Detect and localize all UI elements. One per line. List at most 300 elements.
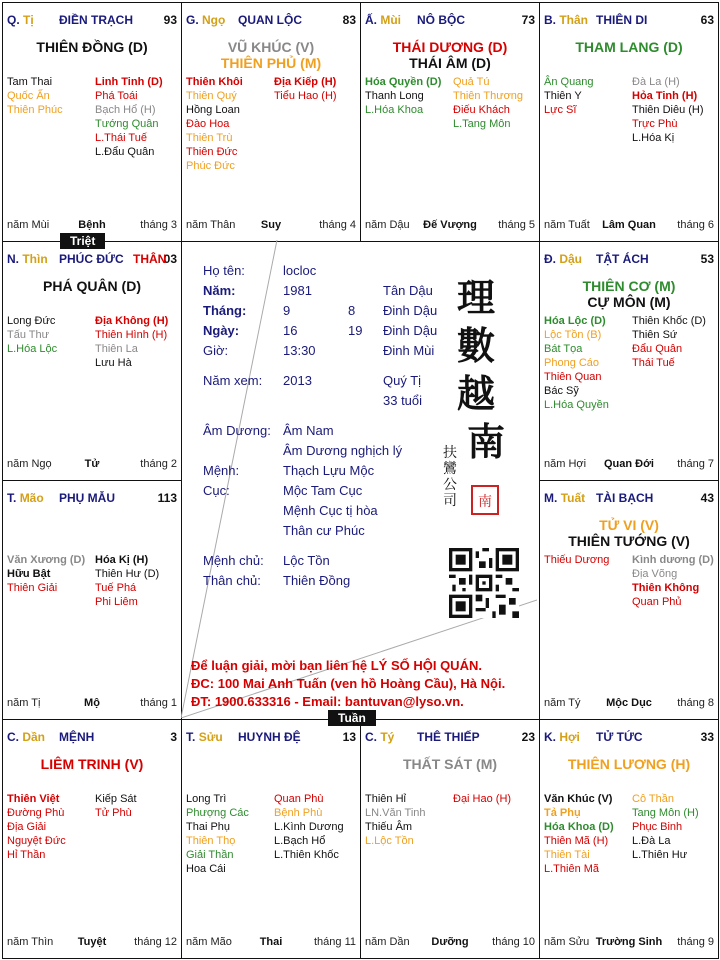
minor-star: Thiên Tài	[544, 849, 590, 861]
center-panel	[181, 240, 537, 718]
main-stars	[3, 756, 181, 772]
minor-star: Thiên Hình (H)	[95, 329, 168, 341]
palace-cell-tuat[interactable]	[539, 480, 719, 720]
main-star: THIÊN PHỦ (M)	[220, 55, 322, 71]
minor-star: Tang Môn (H)	[632, 807, 699, 819]
minor-star: Tướng Quân	[95, 118, 159, 130]
triet-tag: Triệt	[60, 233, 105, 249]
amduong-label: Âm Dương:	[203, 423, 271, 438]
palace-position: M.	[544, 491, 558, 505]
palace-cell-ngo[interactable]	[181, 2, 361, 242]
palace-month: tháng 3	[140, 219, 177, 231]
minor-star: Kình dương (D)	[632, 554, 714, 566]
palace-stage: Đế Vượng	[423, 219, 477, 231]
palace-branch: Dậu	[559, 252, 583, 266]
palace-position: K.	[544, 730, 556, 744]
palace-year: năm Sửu	[544, 936, 590, 948]
palace-position: T.	[7, 491, 17, 505]
palace-number: 113	[157, 491, 177, 505]
name-value: locloc	[283, 263, 317, 278]
main-stars	[540, 756, 718, 772]
minor-star: Đường Phù	[7, 807, 65, 819]
minor-star: L.Lộc Tồn	[365, 835, 414, 847]
star-column-right	[95, 553, 159, 609]
palace-month: tháng 8	[677, 697, 714, 709]
minor-star: Thiếu Âm	[365, 821, 413, 833]
hour-label: Giờ:	[203, 343, 229, 358]
palace-number: 83	[342, 13, 356, 27]
small-calli-char: 司	[443, 493, 457, 509]
minor-star: Tấu Thư	[7, 329, 50, 341]
hour-value: 13:30	[283, 343, 316, 358]
palace-stage: Lâm Quan	[602, 219, 656, 231]
minor-star: Thiên Sứ	[632, 329, 678, 341]
minor-star: Thiên Diêu (H)	[632, 104, 704, 116]
menh-label: Mệnh:	[203, 463, 240, 478]
palace-year: năm Tý	[544, 697, 581, 709]
palace-footer	[544, 219, 714, 233]
main-stars	[540, 278, 718, 310]
minor-star: L.Thiên Mã	[544, 863, 600, 875]
main-star: THIÊN TƯỚNG (V)	[568, 533, 690, 549]
palace-year: năm Mùi	[7, 219, 50, 231]
star-column-right	[453, 792, 511, 806]
palace-cell-dau[interactable]	[539, 241, 719, 481]
minor-star: Thiên Thương	[453, 90, 524, 102]
palace-footer	[544, 936, 714, 950]
star-column-right	[95, 314, 168, 370]
year-value: 1981	[283, 283, 312, 298]
palace-stage: Tuyệt	[77, 936, 107, 948]
palace-stage: Bệnh	[78, 219, 106, 231]
thanchu-value: Thiên Đồng	[283, 573, 351, 588]
minor-star: Bạch Hổ (H)	[95, 104, 156, 116]
minor-star: Long Đức	[7, 315, 56, 327]
calligraphy-char: 數	[456, 323, 495, 368]
minor-star: Hóa Kị (H)	[95, 554, 149, 566]
minor-star: Địa Kiếp (H)	[274, 76, 337, 88]
minor-star: Bệnh Phù	[274, 807, 323, 819]
palace-name: TẬT ÁCH	[596, 252, 649, 266]
minor-star: Hóa Quyền (D)	[365, 76, 442, 88]
minor-star: L.Hóa Lộc	[7, 343, 58, 355]
star-column-left	[544, 553, 609, 567]
palace-cell-mao[interactable]	[2, 480, 182, 720]
minor-star: Giải Thần	[186, 849, 234, 861]
minor-star: Nguyệt Đức	[7, 835, 66, 847]
palace-cell-dan[interactable]	[2, 719, 182, 959]
palace-header	[7, 13, 177, 29]
amduong-desc: Âm Dương nghịch lý	[283, 443, 403, 458]
palace-year: năm Dần	[365, 936, 410, 948]
small-calli-char: 扶	[443, 445, 457, 461]
minor-star: Đẩu Quân	[632, 343, 683, 355]
palace-branch: Tị	[23, 13, 34, 27]
minor-star: Thiên Giải	[7, 582, 58, 594]
star-column-left	[7, 314, 57, 356]
minor-star: Thiên La	[95, 343, 138, 355]
minor-star: Thiên Mã (H)	[544, 835, 609, 847]
star-column-left	[365, 792, 426, 848]
palace-header	[7, 491, 177, 507]
palace-cell-thin[interactable]	[2, 241, 182, 481]
age: 33 tuổi	[383, 393, 423, 408]
view-year-value: 2013	[283, 373, 312, 388]
palace-month: tháng 12	[134, 936, 177, 948]
contact-phone-email[interactable]: ĐT: 1900.633316 - Email: bantuvan@lyso.vn.	[191, 694, 464, 709]
star-column-left	[186, 75, 243, 173]
palace-cell-hoi[interactable]	[539, 719, 719, 959]
main-star: THIÊN ĐỒNG (D)	[36, 39, 148, 55]
palace-position: Q.	[7, 13, 20, 27]
palace-number: 73	[521, 13, 535, 27]
star-column-right	[632, 553, 714, 609]
palace-position: Ấ.	[365, 13, 377, 27]
small-calli-char: 公	[443, 477, 457, 493]
year-label: Năm:	[203, 283, 236, 298]
minor-star: Phục Binh	[632, 821, 683, 833]
palace-position: C.	[365, 730, 377, 744]
palace-branch: Mão	[19, 491, 44, 505]
year-can: Tân Dậu	[383, 283, 433, 298]
palace-month: tháng 1	[140, 697, 177, 709]
star-column-right	[274, 75, 337, 103]
palace-stage: Tử	[84, 458, 100, 470]
minor-star: Thiên Hư (D)	[95, 568, 160, 580]
palace-name: HUYNH ĐỆ	[238, 730, 301, 744]
palace-cell-than[interactable]	[539, 2, 719, 242]
minor-star: L.Thái Tuế	[95, 132, 147, 144]
main-star: THAM LANG (D)	[575, 39, 683, 55]
view-year-can: Quý Tị	[383, 373, 422, 388]
palace-month: tháng 2	[140, 458, 177, 470]
palace-than-marker: THÂN	[133, 252, 167, 266]
palace-branch: Thân	[559, 13, 589, 27]
minor-star: Hóa Lộc (D)	[544, 315, 606, 327]
red-seal-icon: 南	[471, 485, 499, 515]
calligraphy-char: 越	[456, 371, 495, 416]
main-stars	[361, 756, 539, 772]
palace-cell-mui[interactable]	[360, 2, 540, 242]
minor-star: Đại Hao (H)	[453, 793, 512, 805]
main-stars	[540, 517, 718, 549]
minor-star: L.Đà La	[632, 835, 671, 847]
minor-star: Thái Tuế	[632, 357, 675, 369]
minor-star: Đà La (H)	[632, 76, 680, 88]
palace-name: NÔ BỘC	[417, 13, 465, 27]
main-star: CỰ MÔN (M)	[587, 294, 671, 310]
small-calli-char: 鸞	[443, 461, 457, 477]
palace-header	[544, 730, 714, 746]
minor-star: Hoa Cái	[186, 863, 226, 875]
star-column-left	[186, 792, 249, 876]
minor-star: Hỏa Tinh (H)	[632, 90, 698, 102]
palace-branch: Ngọ	[202, 13, 226, 27]
palace-cell-ty2[interactable]	[360, 719, 540, 959]
minor-star: L.Bạch Hổ	[274, 835, 326, 847]
minor-star: Tam Thai	[7, 76, 53, 88]
palace-month: tháng 9	[677, 936, 714, 948]
palace-year: năm Ngọ	[7, 458, 52, 470]
palace-footer	[365, 219, 535, 233]
palace-month: tháng 5	[498, 219, 535, 231]
minor-star: L.Hóa Quyền	[544, 399, 609, 411]
minor-star: Lộc Tồn (B)	[544, 329, 602, 341]
palace-stage: Mộc Dục	[606, 697, 652, 709]
minor-star: Cô Thần	[632, 793, 674, 805]
main-stars	[540, 39, 718, 55]
minor-star: Thiên Quý	[186, 90, 237, 102]
main-star: LIÊM TRINH (V)	[40, 756, 144, 772]
minor-star: Ân Quang	[544, 76, 594, 88]
minor-star: Thiên Khôi	[186, 76, 243, 88]
palace-stage: Dưỡng	[431, 936, 469, 948]
day-value: 16	[283, 323, 298, 338]
month-lunar: 8	[348, 303, 356, 318]
palace-position: Đ.	[544, 252, 556, 266]
palace-number: 33	[700, 730, 714, 744]
minor-star: Quốc Ấn	[7, 90, 50, 102]
thanchu-label: Thân chủ:	[203, 573, 261, 588]
menhchu-label: Mệnh chủ:	[203, 553, 264, 568]
minor-star: Thai Phụ	[186, 821, 231, 833]
minor-star: Kiếp Sát	[95, 793, 137, 805]
palace-number: 53	[700, 252, 714, 266]
minor-star: Thanh Long	[365, 90, 424, 102]
main-stars	[182, 39, 360, 71]
month-can: Đinh Dậu	[383, 303, 438, 318]
main-star: THIÊN LƯƠNG (H)	[567, 756, 691, 772]
minor-star: Tử Phù	[95, 807, 132, 819]
palace-branch: Sửu	[198, 730, 223, 744]
minor-star: L.Tang Môn	[453, 118, 511, 130]
palace-number: 23	[521, 730, 535, 744]
minor-star: Lưu Hà	[95, 357, 132, 369]
palace-name: THIÊN DI	[596, 13, 648, 27]
palace-stage: Trường Sinh	[595, 936, 663, 948]
minor-star: Thiên Đức	[186, 146, 238, 158]
palace-number: 3	[170, 730, 177, 744]
minor-star: L.Thiên Khốc	[274, 849, 339, 861]
amduong-value: Âm Nam	[283, 423, 334, 438]
than-cu: Thân cư Phúc	[283, 523, 365, 538]
menhchu-value: Lộc Tồn	[283, 553, 330, 568]
palace-year: năm Thân	[186, 219, 236, 231]
palace-name: TÀI BẠCH	[596, 491, 654, 505]
main-stars	[3, 278, 181, 294]
star-column-right	[632, 314, 706, 370]
minor-star: Bát Tọa	[544, 343, 583, 355]
tuan-tag: Tuần	[328, 710, 376, 726]
main-star: THIÊN CƠ (M)	[582, 278, 676, 294]
palace-stage: Suy	[260, 219, 282, 231]
minor-star: Trực Phù	[632, 118, 678, 130]
minor-star: Thiên Y	[544, 90, 582, 102]
palace-stage: Mộ	[84, 697, 100, 709]
palace-year: năm Mão	[186, 936, 232, 948]
minor-star: Thiên Quan	[544, 371, 602, 383]
month-value: 9	[283, 303, 291, 318]
palace-month: tháng 10	[492, 936, 535, 948]
palace-year: năm Thìn	[7, 936, 54, 948]
qr-code-icon[interactable]	[449, 548, 519, 618]
star-column-left	[7, 792, 66, 862]
palace-header	[365, 13, 535, 29]
main-star: THẤT SÁT (M)	[402, 756, 498, 772]
palace-year: năm Tị	[7, 697, 41, 709]
cuc-value: Mộc Tam Cục	[283, 483, 363, 498]
minor-star: Thiên Việt	[7, 793, 60, 805]
palace-cell-ty[interactable]	[2, 2, 182, 242]
minor-star: Điếu Khách	[453, 104, 510, 116]
palace-branch: Mùi	[380, 13, 402, 27]
star-column-right	[632, 792, 699, 862]
minor-star: LN.Văn Tinh	[365, 807, 426, 819]
contact-address: ĐC: 100 Mai Anh Tuấn (ven hồ Hoàng Cầu), Hà Nội.	[191, 676, 506, 691]
minor-star: Thiên Khốc (D)	[632, 315, 706, 327]
minor-star: Địa Không (H)	[95, 315, 169, 327]
star-column-left	[7, 75, 63, 117]
palace-name: PHÚC ĐỨC	[59, 252, 124, 266]
main-star: THÁI ÂM (D)	[409, 55, 491, 71]
minor-star: Tiểu Hao (H)	[274, 90, 337, 102]
main-stars	[361, 39, 539, 71]
minor-star: Thiên Trù	[186, 132, 233, 144]
palace-name: TỬ TỨC	[596, 730, 643, 744]
minor-star: Thiên Phúc	[7, 104, 63, 116]
main-star: PHÁ QUÂN (D)	[43, 278, 141, 294]
star-column-right	[95, 792, 137, 820]
palace-header	[186, 13, 356, 29]
minor-star: Thiếu Dương	[544, 554, 610, 566]
palace-header	[7, 730, 177, 746]
small-calligraphy	[443, 445, 459, 509]
minor-star: Long Trì	[186, 793, 227, 805]
palace-month: tháng 4	[319, 219, 356, 231]
palace-branch: Tý	[380, 730, 395, 744]
minor-star: L.Hóa Khoa	[365, 104, 424, 116]
palace-footer	[365, 936, 535, 950]
palace-year: năm Dậu	[365, 219, 410, 231]
minor-star: L.Thiên Hư	[632, 849, 688, 861]
star-column-left	[544, 792, 614, 876]
star-column-right	[95, 75, 163, 159]
minor-star: Hỉ Thần	[7, 849, 46, 861]
palace-header	[544, 491, 714, 507]
day-lunar: 19	[348, 323, 363, 338]
palace-number: 43	[700, 491, 714, 505]
main-stars	[3, 39, 181, 55]
minor-star: L.Hóa Kị	[632, 132, 675, 144]
minor-star: Hóa Khoa (D)	[544, 821, 614, 833]
minor-star: Phượng Các	[186, 807, 249, 819]
minor-star: Phong Cáo	[544, 357, 600, 369]
cuc-label: Cục:	[203, 483, 230, 498]
palace-position: N.	[7, 252, 19, 266]
minor-star: Thiên Hỉ	[365, 793, 406, 805]
minor-star: Hồng Loan	[186, 104, 240, 116]
minor-star: Thiên Không	[632, 582, 700, 594]
palace-year: năm Hợi	[544, 458, 587, 470]
palace-month: tháng 6	[677, 219, 714, 231]
palace-footer	[7, 697, 177, 711]
palace-footer	[7, 458, 177, 472]
minor-star: L.Đẩu Quân	[95, 146, 155, 158]
palace-footer	[7, 936, 177, 950]
minor-star: Phi Liêm	[95, 596, 138, 608]
minor-star: Văn Xương (D)	[7, 554, 86, 566]
minor-star: Quan Phù	[274, 793, 324, 805]
minor-star: Thiên Thọ	[186, 835, 236, 847]
minor-star: Quả Tú	[453, 76, 490, 88]
minor-star: Đào Hoa	[186, 118, 230, 130]
hour-can: Đinh Mùi	[383, 343, 435, 358]
palace-number: 13	[342, 730, 356, 744]
palace-position: B.	[544, 13, 556, 27]
star-column-left	[544, 314, 609, 412]
palace-branch: Tuất	[560, 491, 586, 505]
palace-position: C.	[7, 730, 19, 744]
palace-name: ĐIỀN TRẠCH	[59, 13, 133, 27]
minor-star: Phá Toái	[95, 90, 138, 102]
palace-branch: Dần	[22, 730, 46, 744]
day-label: Ngày:	[203, 323, 240, 338]
name-label: Họ tên:	[203, 263, 245, 278]
palace-stage: Quan Đới	[604, 458, 654, 470]
calligraphy-char: 理	[456, 275, 495, 320]
main-star: TỬ VI (V)	[599, 517, 659, 533]
day-can: Đinh Dậu	[383, 323, 438, 338]
palace-position: T.	[186, 730, 196, 744]
minor-star: Bác Sỹ	[544, 385, 579, 397]
palace-header	[544, 13, 714, 29]
palace-name: MỆNH	[59, 730, 95, 744]
main-star: VŨ KHÚC (V)	[227, 39, 315, 55]
palace-footer	[544, 697, 714, 711]
minor-star: L.Kình Dương	[274, 821, 344, 833]
palace-header	[186, 730, 356, 746]
palace-name: PHỤ MẪU	[59, 491, 115, 505]
palace-footer	[186, 219, 356, 233]
palace-month: tháng 11	[313, 936, 356, 948]
view-year-label: Năm xem:	[203, 373, 263, 388]
minor-star: Văn Khúc (V)	[544, 793, 613, 805]
palace-name: QUAN LỘC	[238, 13, 302, 27]
minor-star: Phúc Đức	[186, 160, 235, 172]
calligraphy-char: 南	[466, 419, 505, 464]
palace-year: năm Tuất	[544, 219, 590, 231]
palace-number: 63	[700, 13, 714, 27]
star-column-left	[7, 553, 85, 595]
palace-header	[365, 730, 535, 746]
palace-header	[544, 252, 714, 268]
palace-cell-suu[interactable]	[181, 719, 361, 959]
palace-stage: Thai	[259, 936, 283, 948]
minor-star: Địa Giải	[7, 821, 47, 833]
month-label: Tháng:	[203, 303, 247, 318]
menh-value: Thạch Lựu Mộc	[283, 463, 375, 478]
minor-star: Tuế Phá	[95, 582, 137, 594]
palace-branch: Thìn	[22, 252, 48, 266]
palace-header	[7, 252, 177, 268]
palace-branch: Hợi	[559, 730, 580, 744]
star-column-right	[632, 75, 704, 145]
palace-month: tháng 7	[677, 458, 714, 470]
palace-number: 03	[163, 252, 177, 266]
palace-position: G.	[186, 13, 199, 27]
star-column-left	[365, 75, 441, 117]
minor-star: Linh Tinh (D)	[95, 76, 163, 88]
